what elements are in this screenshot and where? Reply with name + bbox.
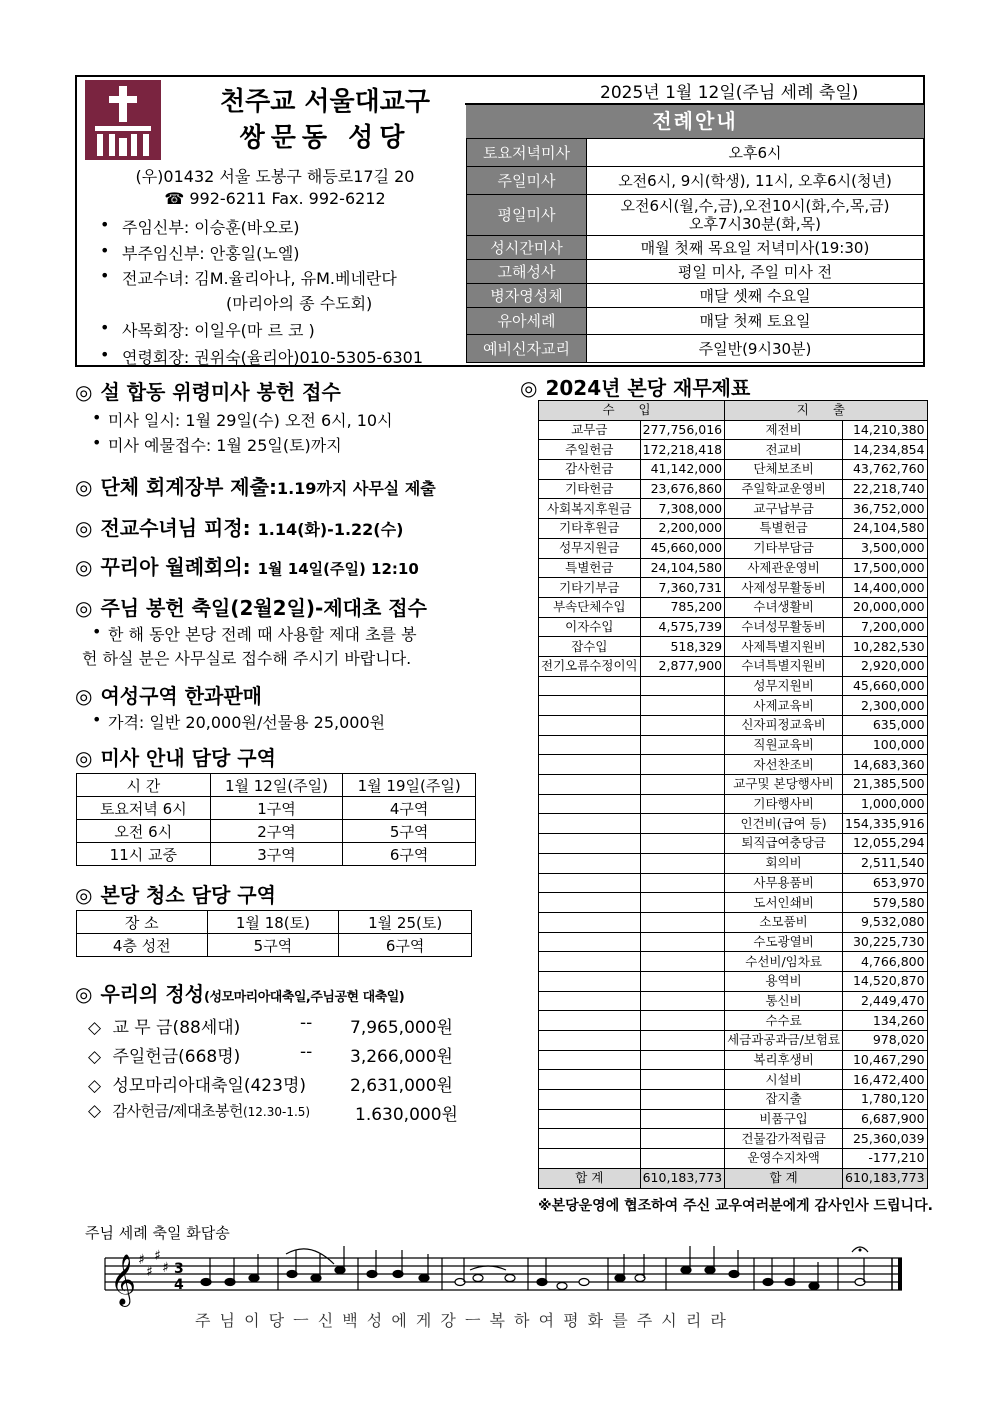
expense-amount: 9,532,080 (843, 912, 928, 932)
finance-row (539, 952, 928, 972)
income-amount: 4,575,739 (640, 617, 725, 637)
finance-row (539, 716, 928, 736)
staff-funeral-president: • 연령회장: 권위숙(율리아)010-5305-6301 (100, 345, 423, 368)
income-empty (539, 893, 641, 913)
offerings-title: ◎ 우리의 정성(성모마리아대축일,주님공현 대축일) (75, 982, 405, 1006)
expense-item: 사제관운영비 (725, 558, 843, 578)
table-row: 오전 6시 2구역 5구역 (77, 820, 476, 843)
finance-row (539, 794, 928, 814)
psalm-title: 주님 세례 축일 화답송 (85, 1224, 230, 1242)
income-item: 이자수입 (539, 617, 641, 637)
liturgy-row: 토요저녁미사 오후6시 (467, 139, 924, 167)
svg-text:♯: ♯ (138, 1252, 145, 1268)
income-empty (640, 814, 725, 834)
income-empty (640, 873, 725, 893)
offering-sunday: ◇ 주일헌금(668명) -- 3,266,000원 (88, 1042, 453, 1067)
psalm-lyrics: 주 님 이 당 ㅡ 신 백 성 에 게 강 ㅡ 복 하 여 평 화 를 주 시 리 라 (195, 1311, 728, 1330)
income-empty (640, 775, 725, 795)
expense-amount: 100,000 (843, 735, 928, 755)
income-empty (640, 735, 725, 755)
finance-row (539, 1031, 928, 1051)
expense-item: 제전비 (725, 420, 843, 440)
expense-item: 성무지원비 (725, 676, 843, 696)
phone-fax: ☎ 992-6211 Fax. 992-6212 (164, 189, 386, 208)
expense-amount: 2,300,000 (843, 696, 928, 716)
treble-clef-icon: 𝄞 (110, 1254, 137, 1305)
finance-row (539, 460, 928, 480)
finance-row (539, 873, 928, 893)
income-empty (640, 932, 725, 952)
income-empty (539, 814, 641, 834)
income-empty (640, 834, 725, 854)
table-row: 4층 성전 5구역 6구역 (77, 934, 472, 957)
notice-memorial-mass-time: • 미사 일시: 1월 29일(수) 오전 6시, 10시 (92, 408, 393, 431)
svg-text:♯: ♯ (146, 1264, 153, 1280)
liturgy-row: 평일미사 오전6시(월,수,금),오전10시(화,수,목,금) 오후7시30분(화,목) (467, 195, 924, 236)
income-empty (539, 676, 641, 696)
income-empty (640, 1109, 725, 1129)
finance-row (539, 932, 928, 952)
parish-logo (85, 80, 161, 160)
income-total: 610,183,773 (640, 1168, 725, 1188)
finance-row (539, 853, 928, 873)
finance-row (539, 1090, 928, 1110)
expense-amount: 579,580 (843, 893, 928, 913)
expense-amount: 2,449,470 (843, 991, 928, 1011)
finance-row (539, 519, 928, 539)
income-amount: 23,676,860 (640, 479, 725, 499)
expense-amount: 2,920,000 (843, 656, 928, 676)
income-item: 특별헌금 (539, 558, 641, 578)
income-item: 사회복지후원금 (539, 499, 641, 519)
expense-amount: 14,520,870 (843, 971, 928, 991)
expense-amount: 3,500,000 (843, 538, 928, 558)
expense-total: 610,183,773 (843, 1168, 928, 1188)
income-empty (640, 1031, 725, 1051)
income-item: 주일헌금 (539, 440, 641, 460)
finance-row (539, 558, 928, 578)
income-empty (640, 912, 725, 932)
finance-row (539, 991, 928, 1011)
expense-item: 기타행사비 (725, 794, 843, 814)
expense-amount: 653,970 (843, 873, 928, 893)
expense-item: 복리후생비 (725, 1050, 843, 1070)
income-item: 교무금 (539, 420, 641, 440)
income-empty (640, 676, 725, 696)
income-amount: 2,200,000 (640, 519, 725, 539)
notice-ledger: ◎ 단체 회계장부 제출:1.19까지 사무실 제출 (75, 475, 436, 499)
notice-candles-line2: 헌 하실 분은 사무실로 접수해 주시기 바랍니다. (82, 649, 412, 668)
finance-row (539, 499, 928, 519)
expense-item: 회의비 (725, 853, 843, 873)
bulletin-date: 2025년 1월 12일(주님 세례 축일) (600, 83, 859, 103)
expense-amount: 30,225,730 (843, 932, 928, 952)
parish-name (200, 84, 450, 156)
income-amount: 172,218,418 (640, 440, 725, 460)
finance-total-row (539, 1168, 928, 1188)
notice-hangwa-price: • 가격: 일반 20,000원/선물용 25,000원 (92, 710, 385, 733)
income-empty (539, 912, 641, 932)
liturgy-row: 유아세례 매달 첫째 토요일 (467, 308, 924, 335)
income-empty (539, 1050, 641, 1070)
offering-dues: ◇ 교 무 금(88세대) -- 7,965,000원 (88, 1013, 453, 1038)
expense-item: 통신비 (725, 991, 843, 1011)
income-empty (539, 794, 641, 814)
expense-amount: 16,472,400 (843, 1070, 928, 1090)
finance-row (539, 440, 928, 460)
cleaning-title: ◎ 본당 청소 담당 구역 (75, 883, 276, 907)
income-empty (539, 755, 641, 775)
finance-row (539, 912, 928, 932)
finance-row (539, 420, 928, 440)
liturgy-row: 고해성사 평일 미사, 주일 미사 전 (467, 260, 924, 284)
income-item: 기타기부금 (539, 578, 641, 598)
finance-row (539, 775, 928, 795)
table-row: 토요저녁 6시 1구역 4구역 (77, 797, 476, 820)
expense-item: 특별헌금 (725, 519, 843, 539)
expense-item: 사제교육비 (725, 696, 843, 716)
expense-item: 사제성무활동비 (725, 578, 843, 598)
expense-item: 주일학교운영비 (725, 479, 843, 499)
income-empty (640, 1129, 725, 1149)
income-empty (539, 873, 641, 893)
offering-thanks: ◇ 감사헌금/제대초봉헌(12.30-1.5) 1.630,000원 (88, 1101, 458, 1125)
income-item: 성무지원금 (539, 538, 641, 558)
expense-item: 소모품비 (725, 912, 843, 932)
finance-row (539, 538, 928, 558)
svg-text:4: 4 (174, 1277, 184, 1293)
income-empty (640, 1090, 725, 1110)
expense-amount: 4,766,800 (843, 952, 928, 972)
mass-guide-title: ◎ 미사 안내 담당 구역 (75, 746, 276, 770)
income-amount: 45,660,000 (640, 538, 725, 558)
expense-amount: -177,210 (843, 1149, 928, 1169)
income-amount: 41,142,000 (640, 460, 725, 480)
notice-candles-line1: • 한 해 동안 본당 전례 때 사용할 제대 초를 봉 (92, 622, 417, 645)
expense-amount: 14,210,380 (843, 420, 928, 440)
table-row: 장 소 1월 18(토) 1월 25(토) (77, 911, 472, 934)
expense-item: 교구및 본당행사비 (725, 775, 843, 795)
liturgy-table (466, 138, 924, 363)
expense-item: 신자피정교육비 (725, 716, 843, 736)
table-row: 11시 교중 3구역 6구역 (77, 843, 476, 866)
expense-item: 도서인쇄비 (725, 893, 843, 913)
income-amount: 518,329 (640, 637, 725, 657)
finance-row (539, 479, 928, 499)
finance-row (539, 696, 928, 716)
expense-item: 운영수지차액 (725, 1149, 843, 1169)
income-empty (539, 932, 641, 952)
notice-memorial-mass-title: ◎ 설 합동 위령미사 봉헌 접수 (75, 380, 341, 404)
income-empty (539, 1031, 641, 1051)
finance-row (539, 656, 928, 676)
finance-row (539, 597, 928, 617)
finance-table (538, 400, 928, 1189)
income-item: 전기오류수정이익 (539, 656, 641, 676)
expense-amount: 14,683,360 (843, 755, 928, 775)
income-empty (640, 1070, 725, 1090)
income-empty (640, 755, 725, 775)
staff-sisters: • 전교수녀: 김M.율리아나, 유M.베네란다 (100, 266, 397, 289)
expense-item: 사무용품비 (725, 873, 843, 893)
income-empty (539, 1149, 641, 1169)
expense-item: 수수료 (725, 1011, 843, 1031)
liturgy-title: 전례안내 (466, 105, 924, 138)
income-amount: 7,308,000 (640, 499, 725, 519)
expense-amount: 45,660,000 (843, 676, 928, 696)
finance-row (539, 1011, 928, 1031)
staff-sisters-order: (마리아의 종 수도회) (226, 294, 373, 313)
expense-amount: 1,000,000 (843, 794, 928, 814)
notice-hangwa-title: ◎ 여성구역 한과판매 (75, 684, 262, 708)
notice-candles-title: ◎ 주님 봉헌 축일(2월2일)-제대초 접수 (75, 596, 427, 620)
expense-amount: 43,762,760 (843, 460, 928, 480)
parish-diocese: 천주교 서울대교구 (220, 87, 430, 117)
offering-solemnity: ◇ 성모마리아대축일(423명) 2,631,000원 (88, 1076, 453, 1096)
finance-row (539, 617, 928, 637)
expense-item: 건물감가적립금 (725, 1129, 843, 1149)
expense-item: 직원교육비 (725, 735, 843, 755)
expense-item: 수선비/임차료 (725, 952, 843, 972)
finance-title: ◎ 2024년 본당 재무제표 (520, 376, 751, 400)
liturgy-row: 병자영성체 매달 셋째 수요일 (467, 284, 924, 308)
income-amount: 785,200 (640, 597, 725, 617)
cleaning-table (76, 910, 472, 957)
income-amount: 2,877,900 (640, 656, 725, 676)
finance-row (539, 578, 928, 598)
income-empty (640, 1011, 725, 1031)
income-empty (539, 1070, 641, 1090)
expense-amount: 36,752,000 (843, 499, 928, 519)
income-empty (640, 893, 725, 913)
expense-item: 잡지출 (725, 1090, 843, 1110)
music-staff (100, 1240, 910, 1310)
income-empty (640, 716, 725, 736)
svg-text:♯: ♯ (162, 1260, 169, 1276)
income-empty (539, 775, 641, 795)
income-empty (640, 1050, 725, 1070)
income-empty (640, 794, 725, 814)
income-item: 기타후원금 (539, 519, 641, 539)
expense-amount: 6,687,900 (843, 1109, 928, 1129)
income-item: 감사헌금 (539, 460, 641, 480)
income-item: 잡수입 (539, 637, 641, 657)
expense-amount: 12,055,294 (843, 834, 928, 854)
staff-pastor: • 주임신부: 이승훈(바오로) (100, 215, 300, 238)
income-amount: 24,104,580 (640, 558, 725, 578)
expense-amount: 21,385,500 (843, 775, 928, 795)
expense-item: 단체보조비 (725, 460, 843, 480)
liturgy-row: 예비신자교리 주일반(9시30분) (467, 335, 924, 363)
income-empty (640, 971, 725, 991)
expense-amount: 17,500,000 (843, 558, 928, 578)
finance-row (539, 1109, 928, 1129)
table-row: 시 간 1월 12일(주일) 1월 19일(주일) (77, 774, 476, 797)
expense-item: 자선찬조비 (725, 755, 843, 775)
income-empty (539, 971, 641, 991)
sharp-icon (138, 1248, 169, 1280)
finance-row (539, 735, 928, 755)
income-empty (539, 834, 641, 854)
expense-amount: 14,234,854 (843, 440, 928, 460)
finance-row (539, 1149, 928, 1169)
expense-item: 퇴직급여충당금 (725, 834, 843, 854)
expense-amount: 1,780,120 (843, 1090, 928, 1110)
expense-amount: 20,000,000 (843, 597, 928, 617)
expense-total-label: 합 계 (725, 1168, 843, 1188)
expense-amount: 10,282,530 (843, 637, 928, 657)
finance-row (539, 893, 928, 913)
income-empty (539, 991, 641, 1011)
expense-amount: 7,200,000 (843, 617, 928, 637)
income-amount: 7,360,731 (640, 578, 725, 598)
income-empty (539, 696, 641, 716)
income-empty (640, 696, 725, 716)
expense-amount: 24,104,580 (843, 519, 928, 539)
income-empty (539, 1129, 641, 1149)
income-item: 기타헌금 (539, 479, 641, 499)
notice-curia-meeting: ◎ 꾸리아 월례회의: 1월 14일(주일) 12:10 (75, 555, 419, 579)
expense-amount: 635,000 (843, 716, 928, 736)
expense-item: 비품구입 (725, 1109, 843, 1129)
expense-item: 수녀성무활동비 (725, 617, 843, 637)
liturgy-row: 주일미사 오전6시, 9시(학생), 11시, 오후6시(청년) (467, 167, 924, 195)
expense-amount: 14,400,000 (843, 578, 928, 598)
expense-amount: 10,467,290 (843, 1050, 928, 1070)
finance-header-row: 수 입 지 출 (539, 401, 928, 421)
income-empty (539, 735, 641, 755)
liturgy-row: 성시간미사 매월 첫째 목요일 저녁미사(19:30) (467, 236, 924, 260)
notice-sisters-retreat: ◎ 전교수녀님 피정: 1.14(화)-1.22(수) (75, 516, 404, 540)
address: (우)01432 서울 도봉구 해등로17길 20 (135, 167, 415, 186)
expense-item: 교구납부금 (725, 499, 843, 519)
expense-item: 수녀특별지원비 (725, 656, 843, 676)
expense-item: 수도광열비 (725, 932, 843, 952)
expense-item: 세금과공과금/보험료 (725, 1031, 843, 1051)
finance-thanks: ※본당운영에 협조하여 주신 교우여러분에게 감사인사 드립니다. (538, 1198, 933, 1214)
svg-text:♯: ♯ (154, 1248, 161, 1264)
income-empty (539, 1090, 641, 1110)
income-empty (539, 952, 641, 972)
finance-row (539, 971, 928, 991)
mass-guide-table (76, 773, 476, 866)
income-empty (640, 1149, 725, 1169)
finance-row (539, 814, 928, 834)
expense-item: 전교비 (725, 440, 843, 460)
cross-logo-icon (85, 80, 161, 160)
notice-memorial-mass-offering: • 미사 예물접수: 1월 25일(토)까지 (92, 433, 342, 456)
staff-council-president: • 사목회장: 이일우(마 르 코 ) (100, 318, 315, 341)
income-empty (539, 853, 641, 873)
income-empty (539, 1011, 641, 1031)
income-empty (640, 991, 725, 1011)
income-item: 부속단체수입 (539, 597, 641, 617)
finance-row (539, 1050, 928, 1070)
svg-text:3: 3 (174, 1261, 184, 1277)
finance-row (539, 1070, 928, 1090)
expense-amount: 134,260 (843, 1011, 928, 1031)
finance-row (539, 755, 928, 775)
income-empty (539, 1109, 641, 1129)
finance-row (539, 637, 928, 657)
expense-item: 사제특별지원비 (725, 637, 843, 657)
expense-item: 인건비(급여 등) (725, 814, 843, 834)
finance-row (539, 834, 928, 854)
income-empty (539, 716, 641, 736)
income-amount: 277,756,016 (640, 420, 725, 440)
finance-row (539, 1129, 928, 1149)
finance-row (539, 676, 928, 696)
expense-amount: 25,360,039 (843, 1129, 928, 1149)
staff-associate-pastor: • 부주임신부: 안홍일(노엘) (100, 241, 300, 264)
income-empty (640, 952, 725, 972)
income-total-label: 합 계 (539, 1168, 641, 1188)
parish-church: 쌍문동 성당 (239, 123, 411, 153)
expense-amount: 978,020 (843, 1031, 928, 1051)
expense-amount: 2,511,540 (843, 853, 928, 873)
income-empty (640, 853, 725, 873)
expense-item: 용역비 (725, 971, 843, 991)
expense-item: 수녀생활비 (725, 597, 843, 617)
expense-amount: 22,218,740 (843, 479, 928, 499)
expense-item: 기타부담금 (725, 538, 843, 558)
expense-amount: 154,335,916 (843, 814, 928, 834)
expense-item: 시설비 (725, 1070, 843, 1090)
